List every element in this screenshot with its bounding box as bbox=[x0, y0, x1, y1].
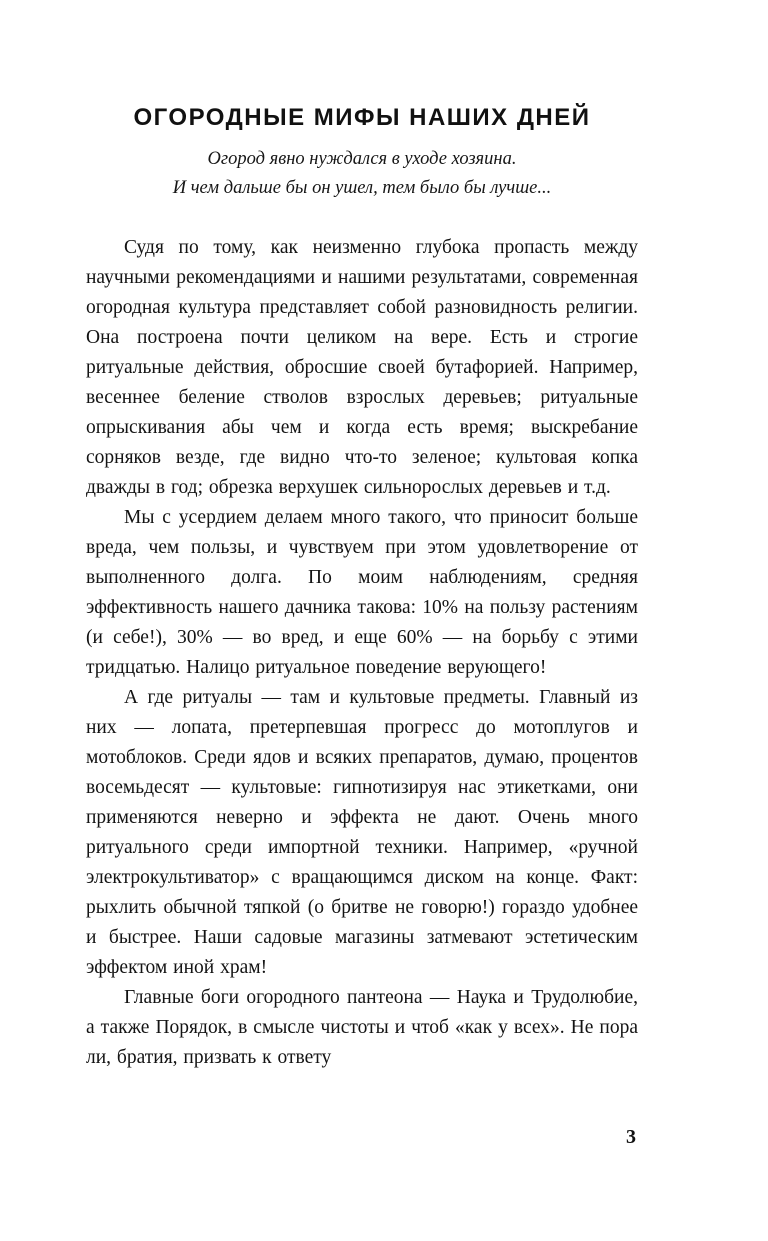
body-paragraph: Судя по тому, как неизменно глубока пропасть между научными рекомендациями и нашими результатами, современная огородная культура представляет собой разновидность религии. Она построена почти целиком на вере. Есть и строгие ритуальные действия, обросшие своей бутафорией. Например, весеннее беление стволов взрослых деревьев; ритуальные опрыскивания абы чем и когда есть время; выскребание сорняков везде, где видно что-то зеленое; культовая копка дважды в год; обрезка верхушек сильнорослых деревьев и т.д. bbox=[86, 236, 638, 498]
epigraph-line: Огород явно нуждался в уходе хозяина. bbox=[207, 148, 517, 169]
body-text bbox=[86, 233, 638, 1073]
body-paragraph: Мы с усердием делаем много такого, что приносит больше вреда, чем пользы, и чувствуем при этом удовлетворение от выполненного долга. По моим наблюдениям, средняя эффективность нашего дачника такова: 10% на пользу растениям (и себе!), 30% — во вред, и еще 60% — на борьбу с этими тридцатью. Налицо ритуальное поведение верующего! bbox=[86, 506, 638, 678]
epigraph bbox=[86, 145, 638, 203]
chapter-title: ОГОРОДНЫЕ МИФЫ НАШИХ ДНЕЙ bbox=[133, 104, 591, 131]
body-paragraph: А где ритуалы — там и культовые предметы. Главный из них — лопата, претерпевшая прогресс до мотоплугов и мотоблоков. Среди ядов и всяких препаратов, думаю, процентов восемьдесят — культовые: гипнотизируя нас этикетками, они применяются неверно и эффекта не дают. Очень много ритуального среди импортной техники. Например, «ручной электрокультиватор» с вращающимся диском на конце. Факт: рыхлить обычной тяпкой (о бритве не говорю!) гораздо удобнее и быстрее. Наши садовые магазины затмевают эстетическим эффектом иной храм! bbox=[86, 686, 638, 978]
page-number: 3 bbox=[626, 1126, 636, 1148]
body-paragraph: Главные боги огородного пантеона — Наука и Трудолюбие, а также Порядок, в смысле чистоты и чтоб «как у всех». Не пора ли, братия, призвать к ответу bbox=[86, 986, 638, 1068]
epigraph-line: И чем дальше бы он ушел, тем было бы лучше... bbox=[172, 177, 552, 198]
